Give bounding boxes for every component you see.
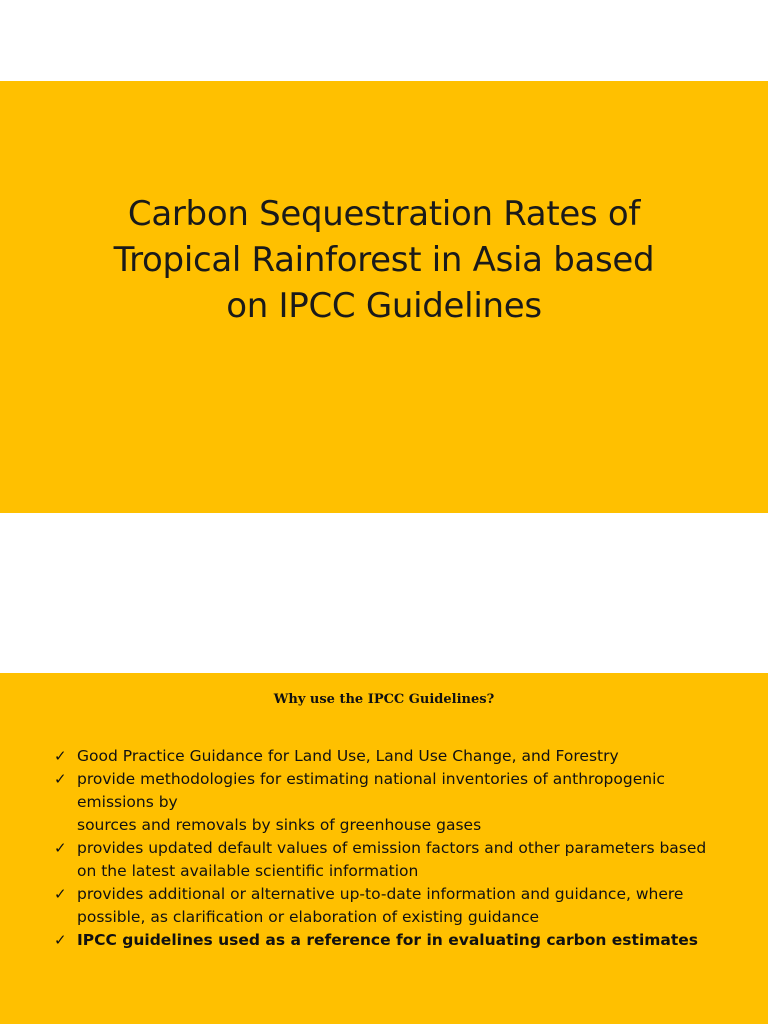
bullet-line: provides additional or alternative up-to-date information and guidance, where (77, 885, 684, 903)
bullet-line: IPCC guidelines used as a reference for in evaluating carbon estimates (77, 931, 699, 949)
bullet-text (77, 929, 714, 952)
bullet-line: Good Practice Guidance for Land Use, Land Use Change, and Forestry (77, 747, 619, 765)
bullet-text (77, 768, 714, 837)
bullet-list (54, 745, 714, 952)
bullet-line: provide methodologies for estimating national inventories of anthropogenic (77, 770, 665, 788)
bullet-item (54, 929, 714, 952)
bullet-text (77, 883, 714, 929)
bullet-line: provides updated default values of emission factors and other parameters based (77, 839, 707, 857)
slide-title-line: Tropical Rainforest in Asia based (113, 240, 655, 280)
checkmark-icon: ✓ (54, 770, 67, 788)
checkmark-icon: ✓ (54, 747, 67, 765)
slide-heading: Why use the IPCC Guidelines? (273, 692, 495, 707)
slide-title (60, 191, 708, 329)
bullet-line: possible, as clarification or elaboration of existing guidance (77, 908, 540, 926)
bullet-item (54, 768, 714, 837)
bullet-item (54, 745, 714, 768)
bullet-text (77, 745, 714, 768)
slide-title-line: Carbon Sequestration Rates of (127, 194, 641, 234)
checkmark-icon: ✓ (54, 931, 67, 949)
bullet-item (54, 837, 714, 883)
slide-title-line: on IPCC Guidelines (226, 286, 542, 326)
checkmark-icon: ✓ (54, 839, 67, 857)
bullet-line: sources and removals by sinks of greenhouse gases (77, 816, 482, 834)
content-slide (0, 673, 768, 1024)
bullet-line: on the latest available scientific information (77, 862, 419, 880)
bullet-text (77, 837, 714, 883)
bullet-line: emissions by (77, 793, 178, 811)
checkmark-icon: ✓ (54, 885, 67, 903)
title-slide (0, 81, 768, 513)
bullet-item (54, 883, 714, 929)
